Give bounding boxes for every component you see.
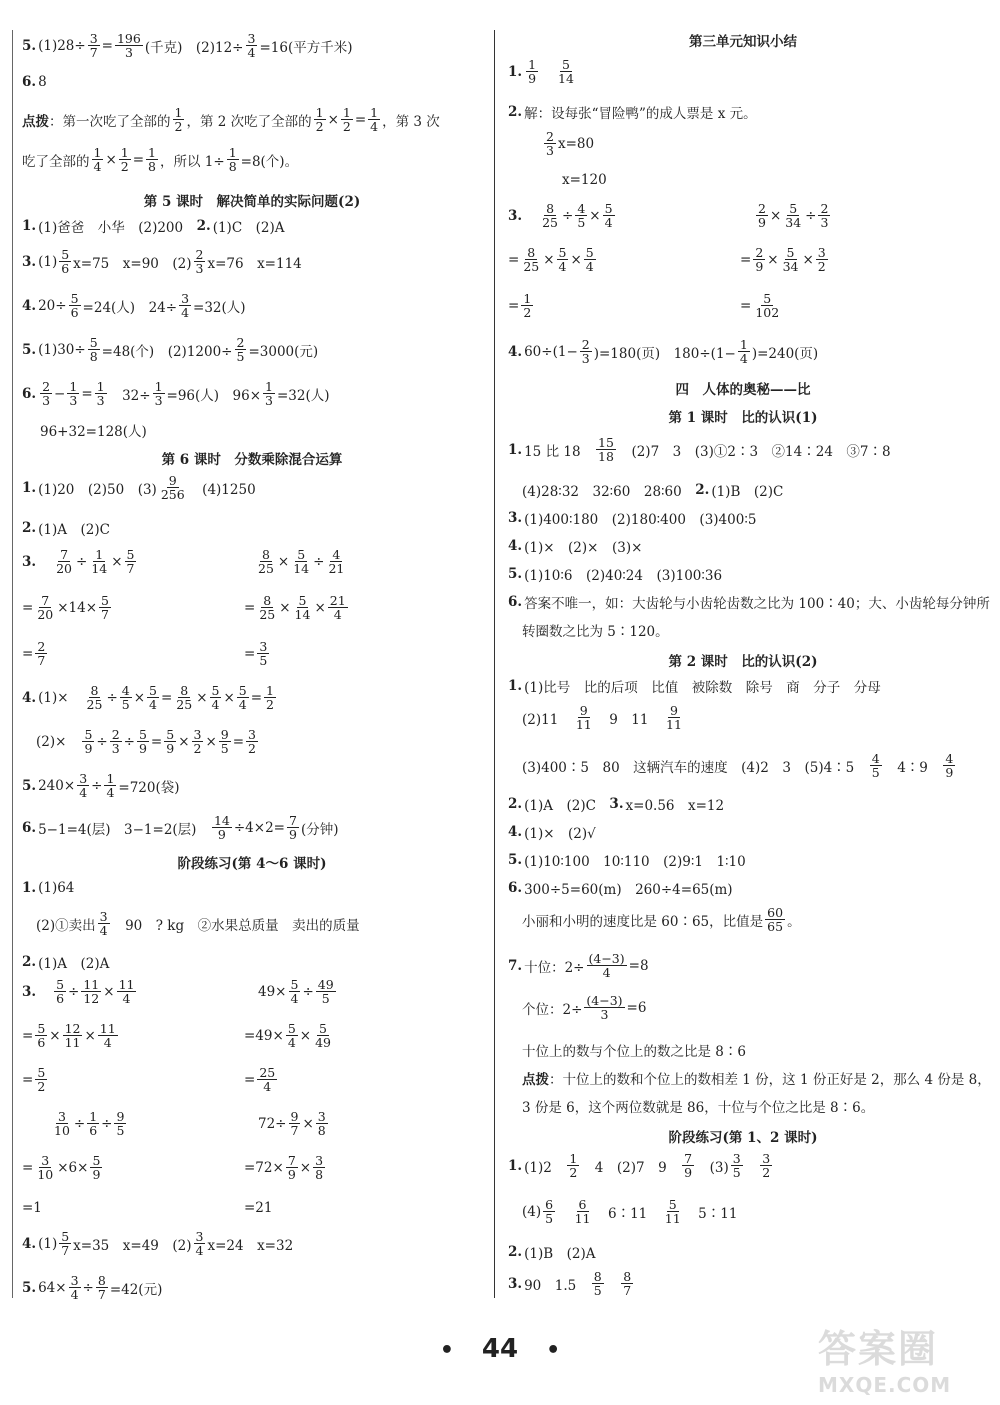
stage-answer-3c: $\frac{3}{10}$ ÷ $\frac{1}{6}$ ÷ $\frac{9}{5}$ (54, 1109, 125, 1139)
watermark-text-main: 答案圈 (818, 1327, 939, 1371)
l5-answer-5: 5. (1)30÷ $\frac{5}{8}$ =48(个) (2)1200÷ $\frac{2}{5}$ =3000(元) (22, 335, 319, 365)
c1-answer-1: 1. 15 比 18 $\frac{15}{18}$ (2)7 3 (3)①2∶3 ②14∶24 ③7∶8 (508, 435, 891, 465)
c2-answer-7c: 十位上的数与个位上的数之比是 8∶6 (522, 1044, 746, 1060)
stage-answer-4: 4. (1) $\frac{5}{7}$ x=35 x=49 (2) $\frac{3}{4}$ x=24 x=32 (22, 1229, 294, 1259)
c1-answer-1b: (4)28∶32 32∶60 28∶60 2. (1)B (2)C (522, 482, 784, 500)
stage-answer-3a-step: = $\frac{5}{6}$ × $\frac{12}{11}$ × $\frac{11}{4}$ (22, 1021, 116, 1051)
stage-answer-3c-step: = $\frac{3}{10}$ ×6× $\frac{5}{9}$ (22, 1153, 101, 1183)
stage-answer-2: 2. (1)A (2)A (22, 954, 110, 972)
l6-answer-3a: 3. $\frac{7}{20}$ ÷ $\frac{1}{14}$ × $\frac{5}{7}$ (22, 547, 135, 577)
l5-answer-4: 4. 20÷ $\frac{5}{6}$ =24(人) 24÷ $\frac{3}{4}$ =32(人) (22, 291, 246, 321)
section-heading-stage2: 阶段练习(第 1、2 课时) (668, 1130, 818, 1146)
section-heading-lesson6: 第 6 课时 分数乘除混合运算 (161, 452, 343, 468)
stage-answer-3a-result: = $\frac{5}{2}$ (22, 1065, 46, 1095)
l6-answer-4-1: 4. (1)× $\frac{8}{25}$ ÷ $\frac{4}{5}$ × $\frac{5}{4}$ = $\frac{8}{25}$ × $\frac{5}{4}$ × $\frac{5}{4}$ = $\frac{1}{2}$ (22, 683, 274, 713)
left-margin-rule (12, 30, 13, 1298)
l6-answer-3a-step: = $\frac{7}{20}$ ×14× $\frac{5}{7}$ (22, 593, 109, 623)
l6-answer-5: 5. 240× $\frac{3}{4}$ ÷ $\frac{1}{4}$ =720(袋) (22, 771, 180, 801)
l6-answer-6: 6. 5−1=4(层) 3−1=2(层) $\frac{14}{9}$ ÷4×2= $\frac{7}{9}$ (分钟) (22, 813, 339, 843)
c1-answer-3: 3. (1)400∶180 (2)180∶400 (3)400∶5 (508, 510, 757, 528)
section-heading-lesson5: 第 5 课时 解决简单的实际问题(2) (143, 194, 361, 210)
stage-answer-1: 1. (1)64 (22, 880, 75, 896)
stage-answer-3d-step: =72× $\frac{7}{9}$ × $\frac{3}{8}$ (244, 1153, 324, 1183)
stage-answer-3b: 49× $\frac{5}{4}$ ÷ $\frac{49}{5}$ (258, 977, 334, 1007)
c2-answer-6b: 小丽和小明的速度比是 60∶65，比值是 $\frac{60}{65}$ 。 (522, 905, 801, 935)
chapter-heading-4: 四 人体的奥秘——比 (675, 382, 811, 398)
c2-answer-1b: (2)11 $\frac{9}{11}$ 9 11 $\frac{9}{11}$ (522, 703, 682, 733)
stage-answer-3d-result: =21 (244, 1200, 273, 1216)
stage-answer-3c-result: =1 (22, 1200, 42, 1216)
section-heading-c1: 第 1 课时 比的认识(1) (668, 410, 818, 426)
l6-answer-3b-result: = $\frac{3}{5}$ (244, 639, 268, 669)
l6-answer-4-2: (2)× $\frac{5}{9}$ ÷ $\frac{2}{3}$ ÷ $\frac{5}{9}$ = $\frac{5}{9}$ × $\frac{3}{2}$ × $\frac{9}{5}$ = $\frac{3}{2}$ (36, 727, 256, 757)
stage-answer-3b-result: = $\frac{25}{4}$ (244, 1065, 276, 1095)
stage2-answer-1b: (4) $\frac{6}{5}$ $\frac{6}{11}$ 6∶11 $\frac{5}{11}$ 5∶11 (522, 1197, 738, 1227)
unit3-answer-3b-step: = $\frac{2}{9}$ × $\frac{5}{34}$ × $\frac{3}{2}$ (740, 245, 826, 275)
section-heading-stage: 阶段练习(第 4～6 课时) (177, 856, 327, 872)
c2-answer-5: 5. (1)10∶100 10∶110 (2)9∶1 1∶10 (508, 852, 746, 870)
c2-answer-4: 4. (1)× (2)√ (508, 824, 596, 842)
unit3-answer-1: 1. $\frac{1}{9}$ $\frac{5}{14}$ (508, 57, 574, 87)
l6-answer-3a-result: = $\frac{2}{7}$ (22, 639, 46, 669)
unit3-answer-2b: $\frac{2}{3}$ x=80 (546, 129, 595, 159)
c1-answer-4: 4. (1)× (2)× (3)× (508, 538, 643, 556)
c2-answer-7b: 个位：2÷ $\frac{(4-3)}{3}$ =6 (522, 993, 647, 1023)
hint-line-1: 点拨 ：第一次吃了全部的 $\frac{1}{2}$ ，第 2 次吃了全部的 $\frac{1}{2}$ × $\frac{1}{2}$ = $\frac{1}{4}$ ，第 3 次 (22, 105, 440, 135)
stage-answer-3b-step: =49× $\frac{5}{4}$ × $\frac{5}{49}$ (244, 1021, 331, 1051)
c2-hint-1: 点拨 ：十位上的数和个位上的数相差 1 份，这 1 份正好是 2，那么 4 份是 8， (522, 1072, 991, 1088)
c1-answer-6b: 转圈数之比为 5∶120。 (522, 624, 669, 640)
l6-answer-2: 2. (1)A (2)C (22, 520, 110, 538)
unit3-answer-4: 4. 60÷(1− $\frac{2}{3}$ )=180(页) 180÷(1− $\frac{1}{4}$ )=240(页) (508, 337, 819, 367)
answer-q6: 6. 8 (22, 74, 47, 90)
l6-answer-3b: $\frac{8}{25}$ × $\frac{5}{14}$ ÷ $\frac{4}{21}$ (258, 547, 345, 577)
unit3-answer-2: 2. 解：设每张“冒险鸭”的成人票是 x 元。 (508, 104, 757, 122)
unit3-answer-2c: x=120 (562, 172, 607, 188)
section-heading-unit3: 第三单元知识小结 (689, 34, 797, 50)
stage2-answer-2: 2. (1)B (2)A (508, 1244, 596, 1262)
answer-q5-top: 5. (1)28÷ $\frac{3}{7}$ = $\frac{196}{3}$ (千克) (2)12÷ $\frac{3}{4}$ =16(平方千米) (22, 31, 353, 61)
watermark-logo (818, 1318, 988, 1398)
c2-answer-1: 1. (1)比号 比的后项 比值 被除数 除号 商 分子 分母 (508, 678, 881, 696)
stage2-answer-3: 3. 90 1.5 $\frac{8}{5}$ $\frac{8}{7}$ (508, 1269, 632, 1299)
c2-answer-1c: (3)400∶5 80 这辆汽车的速度 (4)2 3 (5)4∶5 $\frac{4}{5}$ 4∶9 $\frac{4}{9}$ (522, 751, 954, 781)
watermark-text-url: MXQE.COM (818, 1373, 952, 1397)
unit3-answer-3b-result: = $\frac{5}{102}$ (740, 291, 780, 321)
section-heading-c2: 第 2 课时 比的认识(2) (668, 654, 818, 670)
stage-answer-5: 5. 64× $\frac{3}{4}$ ÷ $\frac{8}{7}$ =42(元) (22, 1273, 163, 1303)
hint-line-2: 吃了全部的 $\frac{1}{4}$ × $\frac{1}{2}$ = $\frac{1}{8}$ ，所以 1÷ $\frac{1}{8}$ =8(个)。 (22, 145, 299, 175)
l6-answer-3b-step: = $\frac{8}{25}$ × $\frac{5}{14}$ × $\frac{21}{4}$ (244, 593, 346, 623)
unit3-answer-3a: 3. $\frac{8}{25}$ ÷ $\frac{4}{5}$ × $\frac{5}{4}$ (508, 201, 613, 231)
c2-answer-2: 2. (1)A (2)C 3. x=0.56 x=12 (508, 796, 725, 814)
l6-answer-1: 1. (1)20 (2)50 (3) $\frac{9}{256}$ (4)1250 (22, 473, 256, 503)
c1-answer-6: 6. 答案不唯一，如：大齿轮与小齿轮齿数之比为 100∶40；大、小齿轮每分钟所 (508, 594, 990, 612)
l5-answer-6: 6. $\frac{2}{3}$ − $\frac{1}{3}$ = $\frac{1}{3}$ 32÷ $\frac{1}{3}$ =96(人) 96× $\frac{1}{3}$ =32(人) (22, 379, 330, 409)
c1-answer-5: 5. (1)10∶6 (2)40∶24 (3)100∶36 (508, 566, 723, 584)
unit3-answer-3a-step: = $\frac{8}{25}$ × $\frac{5}{4}$ × $\frac{5}{4}$ (508, 245, 594, 275)
page-footer: • 44 • (439, 1334, 561, 1364)
l5-answer-3: 3. (1) $\frac{5}{6}$ x=75 x=90 (2) $\frac{2}{3}$ x=76 x=114 (22, 247, 302, 277)
stage-answer-1b: (2)①卖出 $\frac{3}{4}$ 90 ? kg ②水果总质量 卖出的质量 (36, 909, 360, 939)
l5-answer-1: 1. (1)爸爸 小华 (2)200 2. (1)C (2)A (22, 218, 285, 236)
l5-answer-6b: 96+32=128(人) (40, 424, 147, 440)
stage2-answer-1: 1. (1)2 $\frac{1}{2}$ 4 (2)7 9 $\frac{7}{9}$ (3) $\frac{3}{5}$ $\frac{3}{2}$ (508, 1151, 771, 1181)
stage-answer-3d: 72÷ $\frac{9}{7}$ × $\frac{3}{8}$ (258, 1109, 326, 1139)
unit3-answer-3a-result: = $\frac{1}{2}$ (508, 291, 532, 321)
unit3-answer-3b: $\frac{2}{9}$ × $\frac{5}{34}$ ÷ $\frac{2}{3}$ (758, 201, 829, 231)
stage-answer-3a: 3. $\frac{5}{6}$ ÷ $\frac{11}{12}$ × $\frac{11}{4}$ (22, 977, 135, 1007)
page-number: 44 (481, 1334, 519, 1364)
column-divider (494, 30, 495, 1298)
c2-answer-6: 6. 300÷5=60(m) 260÷4=65(m) (508, 880, 733, 898)
c2-answer-7: 7. 十位：2÷ $\frac{(4-3)}{4}$ =8 (508, 951, 649, 981)
c2-hint-2: 3 份是 6，这个两位数就是 86，十位与个位之比是 8∶6。 (522, 1100, 875, 1116)
